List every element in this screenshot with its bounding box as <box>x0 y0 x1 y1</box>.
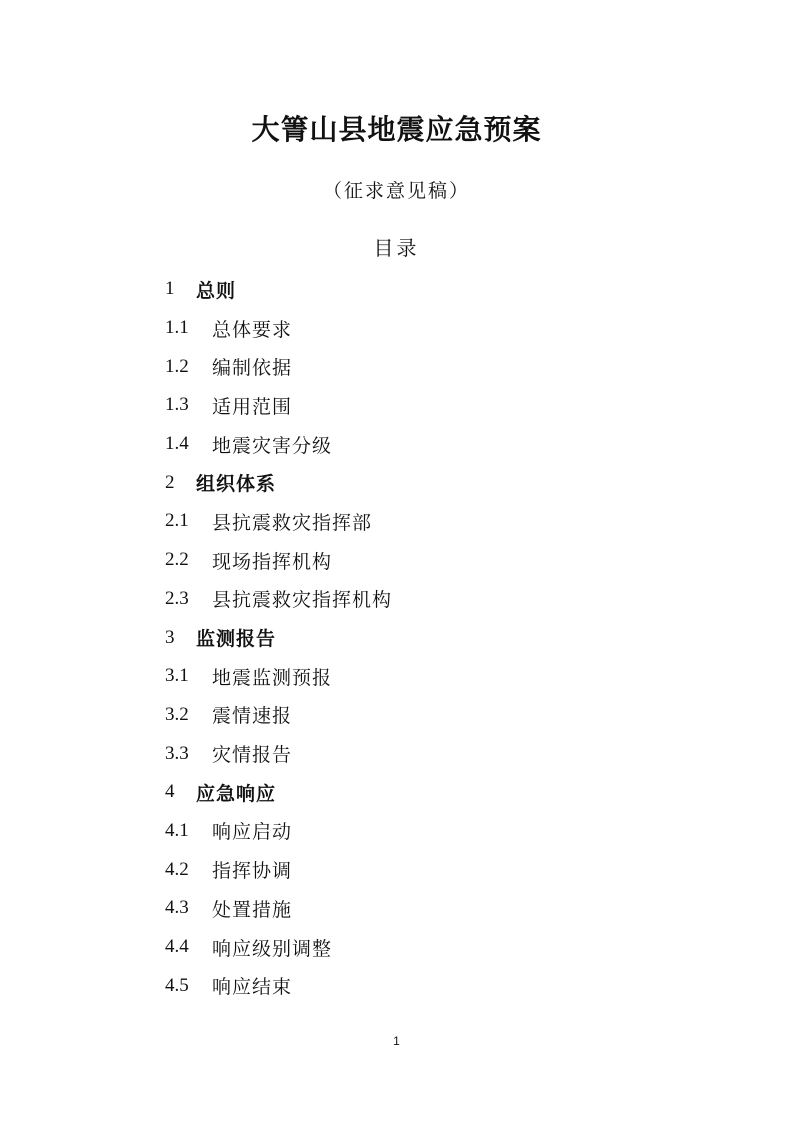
toc-item-number: 2.1 <box>165 510 189 532</box>
document-title: 大箐山县地震应急预案 <box>251 113 542 146</box>
toc-item-number: 1.1 <box>165 317 189 339</box>
toc-item-title: 适用范围 <box>212 395 293 418</box>
toc-section-item <box>165 889 685 928</box>
toc-section-item <box>165 309 685 348</box>
toc-section-item <box>165 734 685 773</box>
toc-item-number: 3.1 <box>165 665 189 687</box>
toc-item-number: 3 <box>165 626 175 648</box>
toc-section-item <box>165 541 685 580</box>
toc-item-title: 总则 <box>196 279 237 302</box>
toc-item-title: 县抗震救灾指挥部 <box>212 511 373 534</box>
toc-item-number: 3.3 <box>165 742 189 764</box>
toc-chapter-item <box>165 270 685 309</box>
toc-chapter-item <box>165 773 685 812</box>
toc-item-number: 1.2 <box>165 355 189 377</box>
toc-item-number: 1 <box>165 278 175 300</box>
toc-item-title: 响应级别调整 <box>212 937 333 960</box>
toc-section-item <box>165 580 685 619</box>
toc-section-item <box>165 696 685 735</box>
toc-section-item <box>165 966 685 1005</box>
toc-item-title: 地震灾害分级 <box>212 434 333 457</box>
toc-section-item <box>165 425 685 464</box>
toc-item-title: 编制依据 <box>212 357 293 380</box>
table-of-contents <box>165 270 685 1005</box>
page-number: 1 <box>393 1034 400 1048</box>
toc-item-title: 总体要求 <box>212 318 293 341</box>
toc-item-title: 现场指挥机构 <box>212 550 333 573</box>
toc-item-title: 灾情报告 <box>212 744 293 767</box>
toc-item-number: 3.2 <box>165 703 189 725</box>
toc-section-item <box>165 657 685 696</box>
toc-item-number: 4.4 <box>165 936 189 958</box>
toc-item-number: 2 <box>165 471 175 493</box>
toc-item-title: 响应启动 <box>212 821 293 844</box>
toc-item-number: 4.3 <box>165 897 189 919</box>
toc-section-item <box>165 502 685 541</box>
toc-item-title: 指挥协调 <box>212 860 293 883</box>
toc-item-title: 应急响应 <box>196 782 277 805</box>
document-subtitle: （征求意见稿） <box>322 180 470 202</box>
toc-item-title: 地震监测预报 <box>212 666 333 689</box>
toc-item-title: 响应结束 <box>212 976 293 999</box>
toc-item-number: 1.3 <box>165 394 189 416</box>
toc-item-number: 4.5 <box>165 974 189 996</box>
toc-section-item <box>165 928 685 967</box>
toc-section-item <box>165 850 685 889</box>
toc-item-number: 4.1 <box>165 819 189 841</box>
toc-item-number: 4.2 <box>165 858 189 880</box>
toc-chapter-item <box>165 463 685 502</box>
toc-heading: 目录 <box>373 236 420 260</box>
toc-item-title: 组织体系 <box>196 473 277 496</box>
toc-item-number: 2.2 <box>165 549 189 571</box>
toc-item-number: 4 <box>165 781 175 803</box>
toc-section-item <box>165 812 685 851</box>
toc-item-title: 县抗震救灾指挥机构 <box>212 589 393 612</box>
toc-item-title: 震情速报 <box>212 705 293 728</box>
toc-section-item <box>165 386 685 425</box>
toc-item-number: 1.4 <box>165 433 189 455</box>
toc-item-title: 监测报告 <box>196 628 277 651</box>
toc-section-item <box>165 347 685 386</box>
toc-item-title: 处置措施 <box>212 898 293 921</box>
toc-chapter-item <box>165 618 685 657</box>
toc-item-number: 2.3 <box>165 587 189 609</box>
